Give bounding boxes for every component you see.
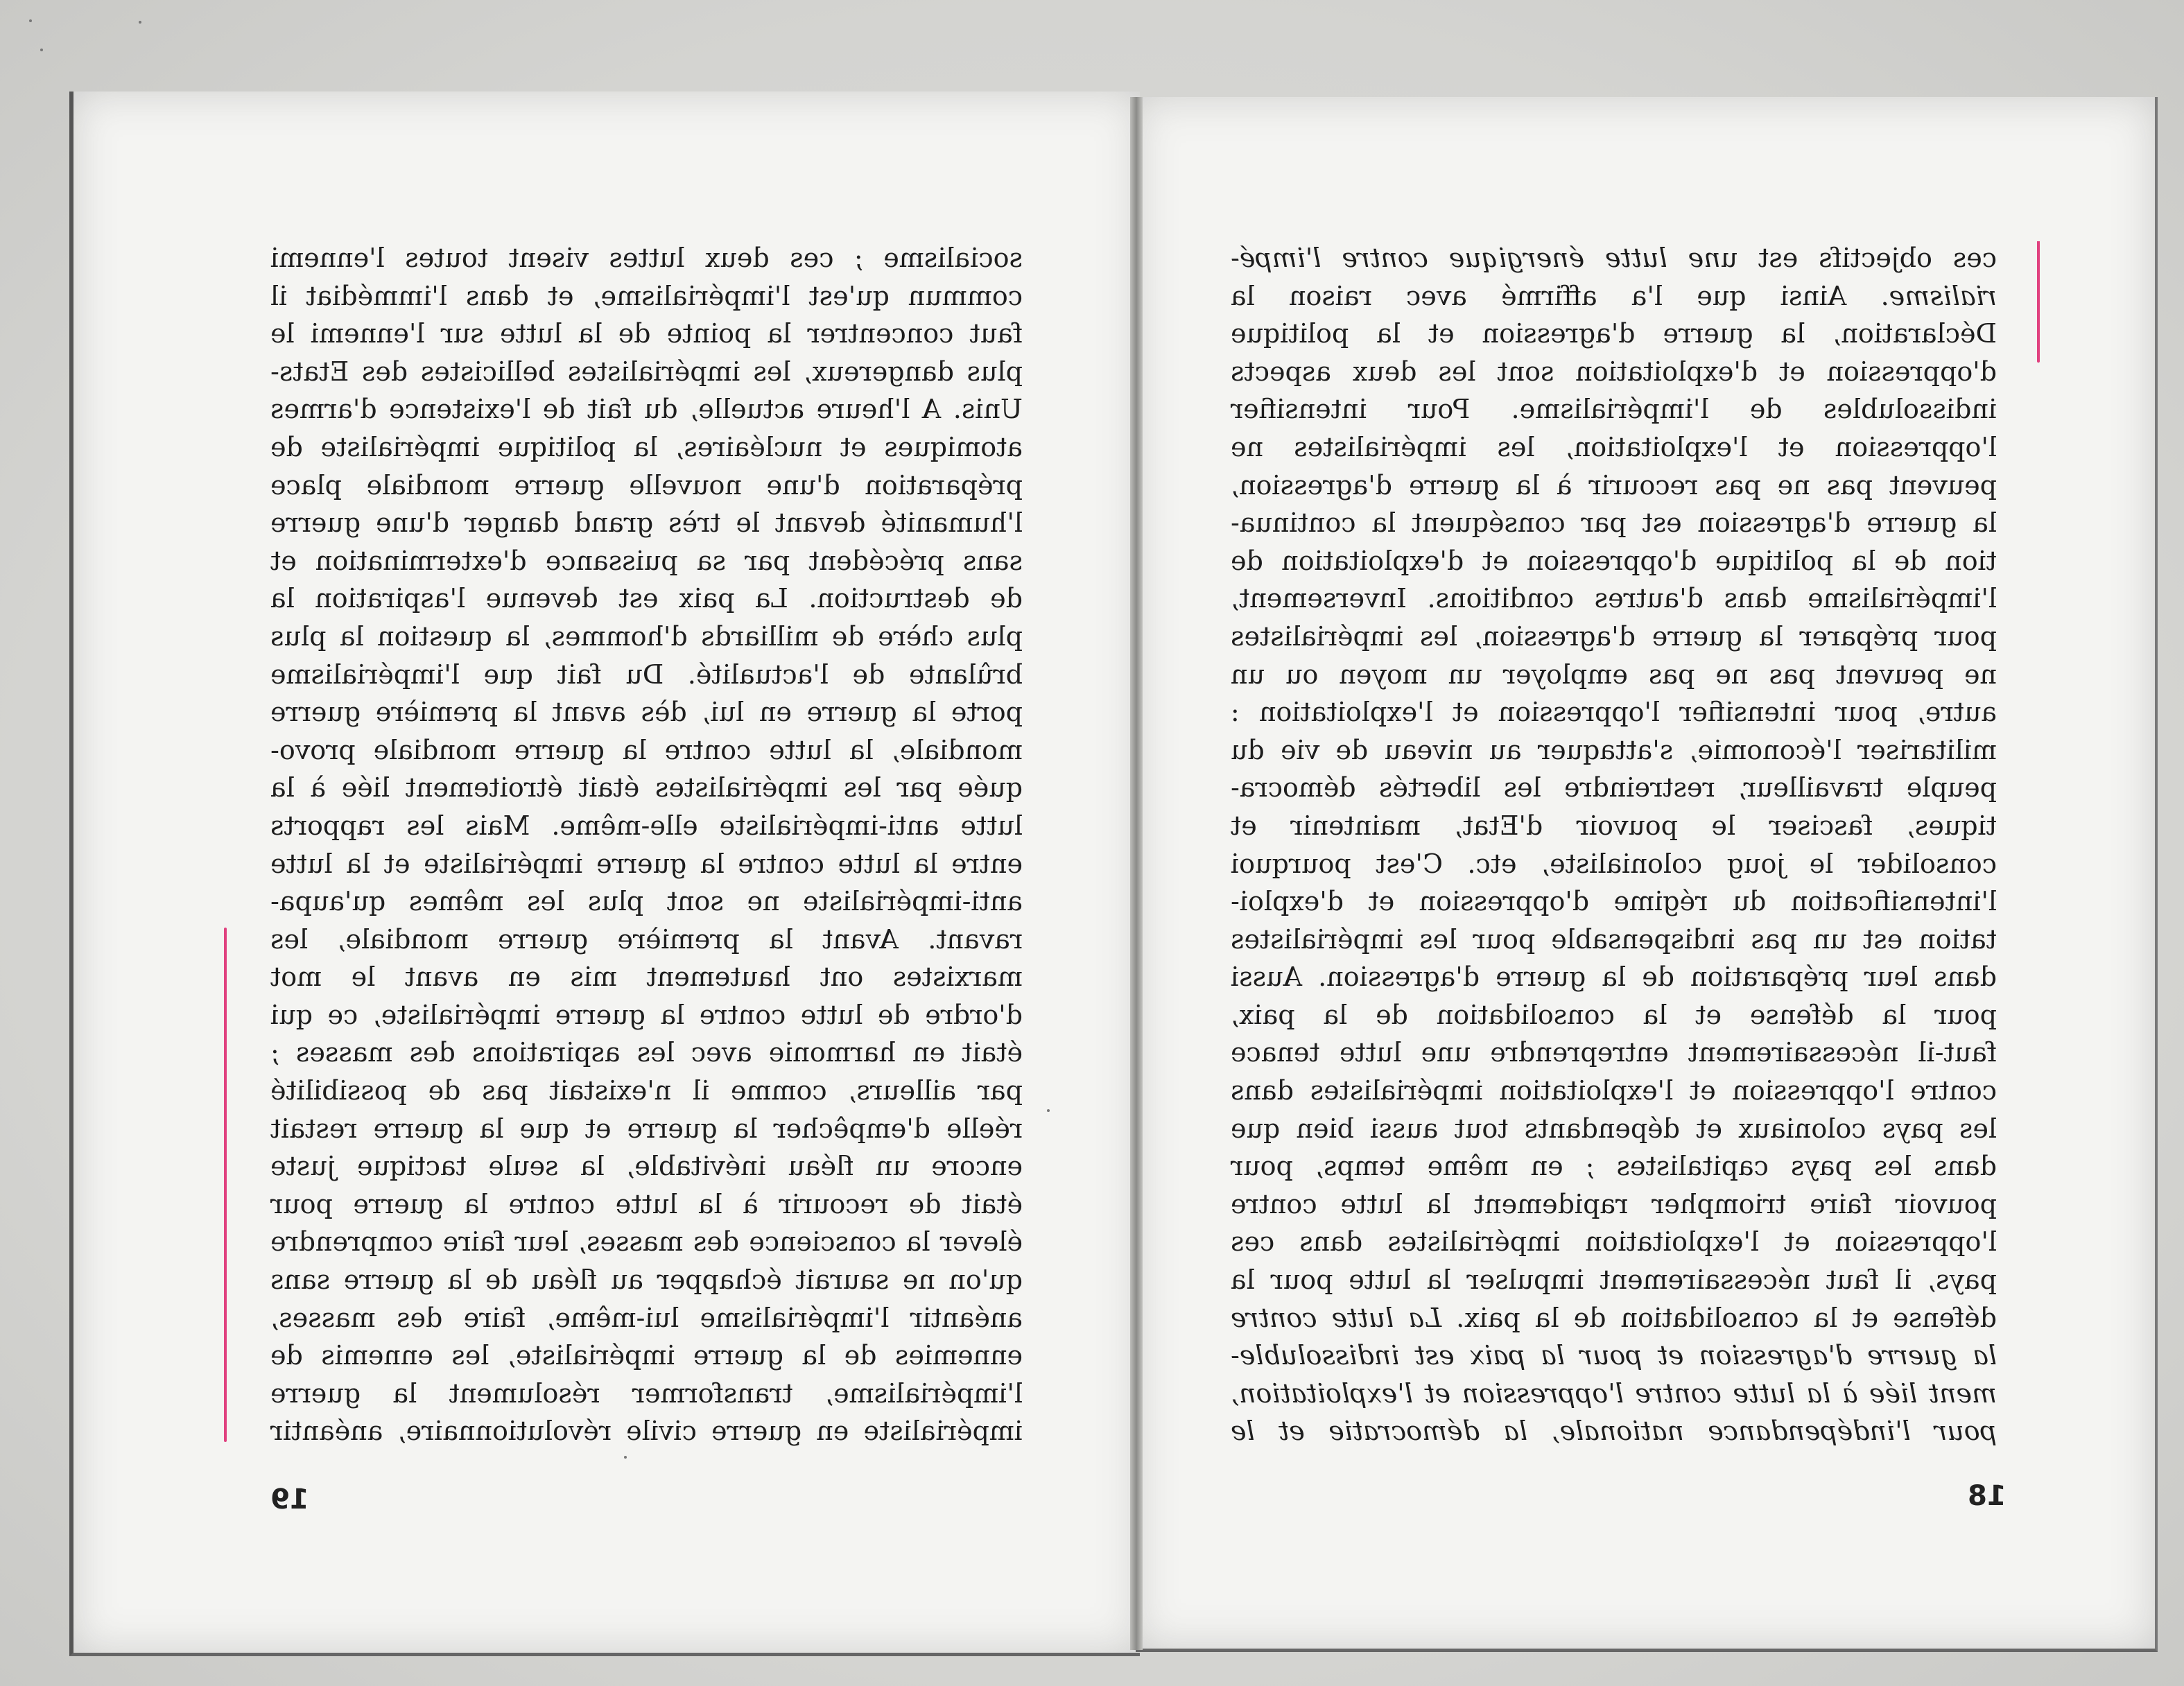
italic-run: . La lutte contre — [1231, 1302, 1465, 1333]
text-line: plus dangereux, les impérialistes bellicistes des Etats- — [270, 356, 1023, 387]
text-line: indissolubles de l'impérialisme. Pour intensifier — [1231, 394, 1997, 425]
text-line: rialisme. Ainsi que l'a affirmé avec raison la — [1231, 280, 1997, 311]
book-spine — [1130, 97, 1143, 1650]
left-page-number: 19 — [270, 1484, 309, 1515]
text-line: dans les pays capitalistes ; en même temps, pour — [1231, 1151, 1997, 1182]
text-line: était en harmonie avec les aspirations des masses ; — [270, 1037, 1023, 1068]
dust-speck — [29, 19, 32, 22]
dust-speck — [139, 21, 141, 24]
right-page-text — [1231, 239, 1997, 1450]
dust-speck — [1047, 1109, 1050, 1112]
italic-run: pour l'indépendance nationale, la démocratie et le — [1231, 1416, 1997, 1447]
text-line: lutte anti-impérialiste elle-même. Mais les rapports — [270, 810, 1023, 841]
text-line: consolider le joug colonialiste, etc. C'est pourquoi — [1231, 848, 1997, 879]
text-line: ces objectifs est une lutte énergique contre l'impé- — [1231, 243, 1997, 273]
text-line: encore un fléau inévitable, la seule tactique juste — [270, 1151, 1023, 1182]
text-line: contre l'oppression et l'exploitation impérialistes dans — [1231, 1075, 1997, 1106]
left-page-text — [270, 239, 1023, 1450]
text-line: porte la guerre en lui, dès avant la première guerre — [270, 697, 1023, 728]
text-line: militariser l'économie, s'attaquer au niveau de vie du — [1231, 734, 1997, 765]
text-line: peuple travailleur, restreindre les libertés démocra- — [1231, 772, 1997, 803]
text-line: pays, il faut nécessairement impulser la lutte pour la — [1231, 1264, 1997, 1296]
text-line: de destruction. La paix est devenue l'aspiration la — [270, 583, 1023, 614]
text-line — [1231, 1412, 1997, 1450]
text-line: élever la conscience des masses, leur faire comprendre — [270, 1226, 1023, 1258]
text-line: d'oppression et d'exploitation sont les deux aspects — [1231, 356, 1997, 387]
text-line: les pays coloniaux et dépendants tout aussi bien que — [1231, 1113, 1997, 1144]
text-line: pouvoir faire triompher rapidement la lutte contre — [1231, 1188, 1997, 1219]
text-line: atomiques et nucléaires, la politique impérialiste de — [270, 431, 1023, 462]
text-line: l'intensification du régime d'oppression et d'exploi- — [1231, 886, 1997, 917]
text-line: quée par les impérialistes était étroitement liée à la — [270, 772, 1023, 803]
italic-run: ne lutte énergique contre l'impé- — [1231, 243, 1721, 273]
text-line: ravant. Avant la première guerre mondiale, les — [270, 923, 1023, 955]
text-line: d'ordre de lutte contre la guerre impérialiste, ce qui — [270, 999, 1023, 1030]
text-line: pour la défense et la consolidation de la paix, — [1231, 999, 1997, 1030]
text-line: brûlante de l'actualité. Du fait que l'impérialisme — [270, 659, 1023, 690]
text-line: l'impérialisme, transformer résolument la guerre — [270, 1378, 1023, 1409]
text-line: défense et la consolidation de la paix. La lutte contre — [1231, 1302, 1997, 1333]
text-line: par ailleurs, comme il n'existait pas de possibilité — [270, 1075, 1023, 1106]
text-line: faut-il nécessairement entreprendre une lutte tenace — [1231, 1037, 1997, 1068]
text-line: mondiale, la lutte contre la guerre mondiale provo- — [270, 734, 1023, 765]
text-line: dans leur préparation de la guerre d'agression. Aussi — [1231, 962, 1997, 993]
text-line: marxistes ont hautement mis en avant le mot — [270, 962, 1023, 993]
text-line: peuvent pas ne pas recourir à la guerre d'agression, — [1231, 469, 1997, 501]
text-line: tiques, fasciser le pouvoir d'Etat, maintenir et — [1231, 810, 1997, 841]
text-line: tation est un pas indispensable pour les impérialistes — [1231, 923, 1997, 955]
text-line: plus chère de milliards d'hommes, la question la plus — [270, 620, 1023, 652]
text-line: entre la lutte contre la guerre impérialiste et la lutte — [270, 848, 1023, 879]
text-line: la guerre d'agression est par conséquent la continua- — [1231, 507, 1997, 539]
text-line: anéantir l'impérialisme lui-même, faire des masses, — [270, 1302, 1023, 1333]
text-line: autre, pour intensifier l'oppression et l'exploitation : — [1231, 697, 1997, 728]
text-line — [1231, 1375, 1997, 1413]
text-line — [1231, 1337, 1997, 1375]
text-line: était de recourir à la lutte contre la guerre pour — [270, 1188, 1023, 1219]
pink-margin-line-left — [224, 928, 227, 1442]
dust-speck — [624, 1456, 627, 1459]
text-line: socialisme ; ces deux luttes visent toutes l'ennemi — [270, 243, 1023, 273]
text-line: ennemies de la guerre impérialiste, les ennemis de — [270, 1340, 1023, 1371]
text-line: Déclaration, la guerre d'agression et la politique — [1231, 318, 1997, 349]
pink-margin-line-right — [2037, 241, 2040, 363]
italic-run: la guerre d'agression et pour la paix est indissoluble- — [1231, 1340, 1997, 1371]
text-line: préparation d'une nouvelle guerre mondiale place — [270, 469, 1023, 501]
text-line: l'impérialisme dans d'autres conditions. Inversement, — [1231, 583, 1997, 614]
text-line: l'oppression et l'exploitation, les impérialistes ne — [1231, 431, 1997, 462]
dust-speck — [40, 49, 43, 51]
text-line: l'oppression et l'exploitation impérialistes dans ces — [1231, 1226, 1997, 1258]
text-line: anti-impérialiste ne sont plus les mêmes qu'aupa- — [270, 886, 1023, 917]
text-line: l'humanité devant le très grand danger d'une guerre — [270, 507, 1023, 539]
text-line: sans précédent par sa puissance d'extermination et — [270, 545, 1023, 576]
text-line: Unis. A l'heure actuelle, du fait de l'existence d'armes — [270, 394, 1023, 425]
text-line: impérialiste en guerre civile révolutionnaire, anéantir — [270, 1416, 1023, 1447]
text-line: ne peuvent pas ne pas employer un moyen ou un — [1231, 659, 1997, 690]
text-line: qu'on ne saurait échapper au fléau de la guerre sans — [270, 1264, 1023, 1296]
text-line: faut concentrer la pointe de la lutte sur l'ennemi le — [270, 318, 1023, 349]
text-line: commun qu'est l'impérialisme, et dans l'immédiat il — [270, 280, 1023, 311]
text-line: pour préparer la guerre d'agression, les impérialistes — [1231, 620, 1997, 652]
right-page-number: 18 — [1968, 1480, 2007, 1512]
italic-run: rialisme. — [1880, 280, 1997, 311]
text-line: tion de la politique d'oppression et d'exploitation de — [1231, 545, 1997, 576]
italic-run: ment liée à la lutte contre l'oppression et l'exploitation, — [1231, 1378, 1997, 1409]
text-line: réelle d'empêcher la guerre et que la guerre restait — [270, 1113, 1023, 1144]
